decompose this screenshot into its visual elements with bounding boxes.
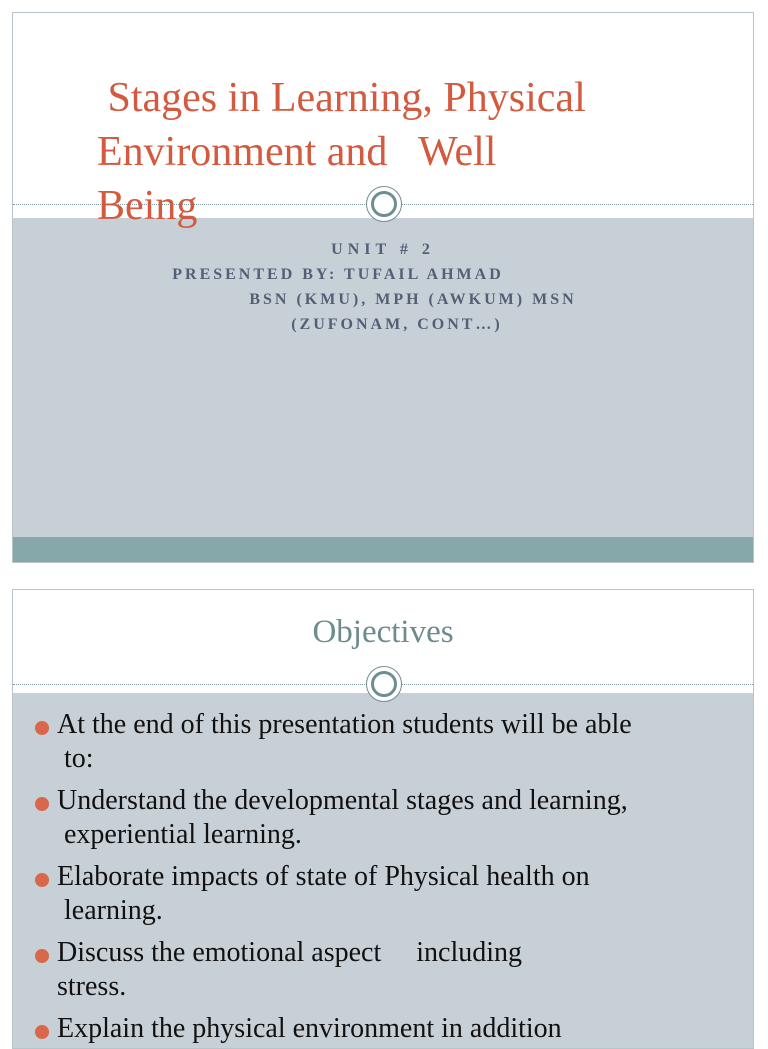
presenter-label: PRESENTED BY: TUFAIL AHMAD: [172, 266, 504, 283]
objectives-list: [35, 708, 740, 1049]
list-item: Discuss the emotional aspect including stress.: [35, 936, 740, 1004]
bullet-icon: [35, 873, 49, 887]
unit-label: UNIT # 2: [331, 241, 435, 258]
list-item: Explain the physical environment in addition: [35, 1012, 740, 1046]
circle-ornament-icon: [366, 666, 402, 702]
credentials-line-2: (ZUFONAM, CONT…): [291, 316, 503, 333]
slide-heading: Objectives: [312, 614, 454, 650]
bullet-icon: [35, 721, 49, 735]
footer-band: [13, 537, 753, 563]
list-item: Elaborate impacts of state of Physical health on learning.: [35, 860, 740, 928]
objectives-slide: [12, 589, 754, 1049]
credentials-line: BSN (KMU), MPH (AWKUM) MSN: [249, 291, 577, 308]
list-item: Understand the developmental stages and learning, experiential learning.: [35, 784, 740, 852]
bullet-icon: [35, 1025, 49, 1039]
list-item: At the end of this presentation students will be able to:: [35, 708, 740, 776]
bullet-icon: [35, 797, 49, 811]
title-slide: [12, 12, 754, 563]
bullet-icon: [35, 949, 49, 963]
slide-title: Stages in Learning, Physical Environment and Well Being: [97, 75, 586, 229]
